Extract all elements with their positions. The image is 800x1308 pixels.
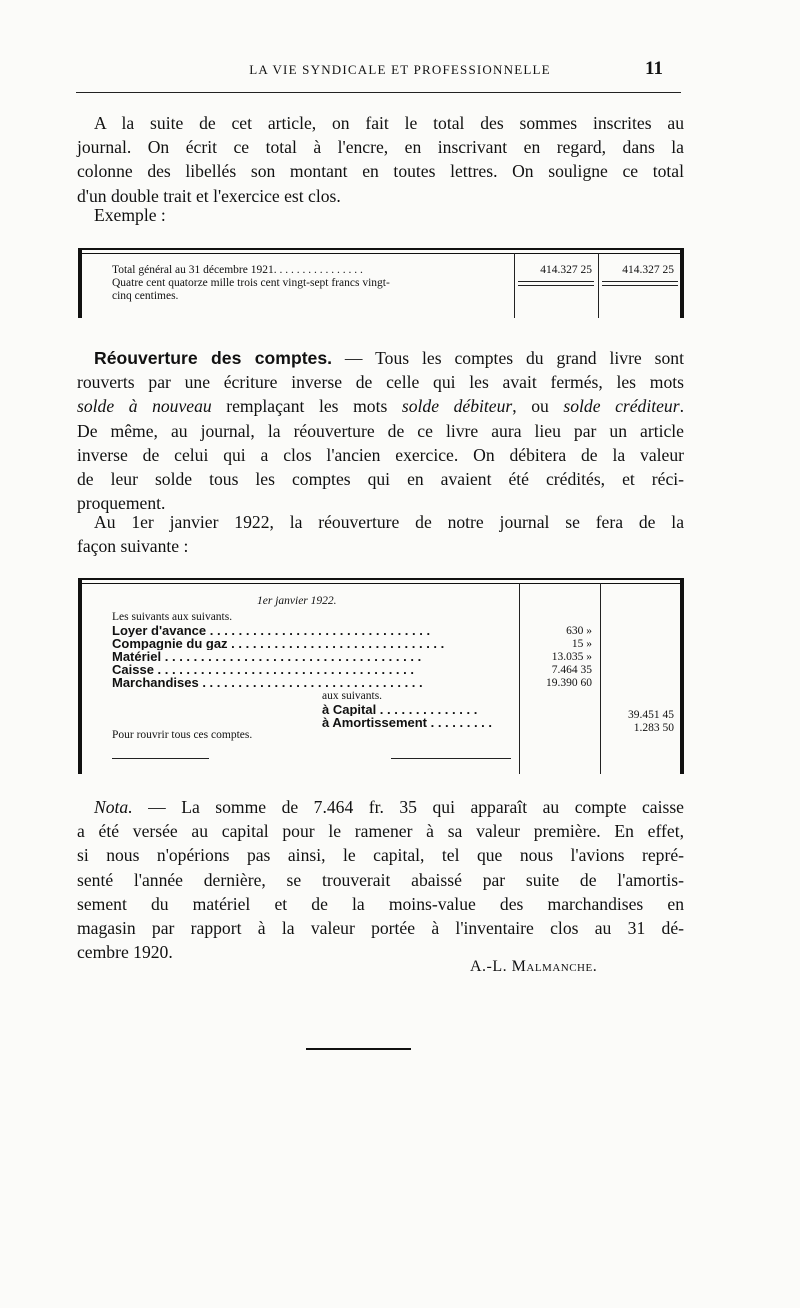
text-line: De même, au journal, la réouverture de ce livre aura lieu par un article	[77, 420, 684, 441]
debit-amount: 13.035 »	[551, 651, 592, 663]
text-line: de leur solde tous les comptes qui en avaient été crédités, et réci-	[77, 469, 684, 490]
total-line: Total général au 31 décembre 1921. . . . . . . . . . . . . . . .	[112, 264, 363, 276]
total-in-words-cont: cinq centimes.	[112, 290, 179, 302]
text-line: Au 1er janvier 1922, la réouverture de notre journal se fera de la	[94, 512, 684, 532]
debit-row-loyer: Loyer d'avance . . . . . . . . . . . . . . . . . . . . . . . . . . . . . . .	[112, 624, 431, 637]
text-line: sement du matériel et de la moins-value des marchandises en	[77, 893, 684, 914]
nota-lead: Nota.	[94, 797, 133, 817]
section-lead: Réouverture des comptes.	[94, 348, 333, 368]
debit-row-gaz: Compagnie du gaz . . . . . . . . . . . . . . . . . . . . . . . . . . . . . .	[112, 637, 445, 650]
paragraph-intro	[77, 111, 684, 208]
debit-amount: 15 »	[571, 638, 592, 650]
debit-amount: 19.390 60	[546, 677, 592, 689]
text-line: si nous n'opérions pas ainsi, le capital, tel que nous l'avions repré-	[77, 845, 684, 866]
paragraph-reopening: Réouverture des comptes. — Tous les comptes du grand livre sont rouverts par une écriture inverse de celle qui les avait fermés, les mots solde à nouveau remplaçant les mots solde débiteur, ou solde créditeur. De même, au journal, la réouverture de ce livre aura lieu par un article inverse de celui qui a clos l'ancien exercice. On débitera de la valeur de leur solde tous les comptes qui en avaient été crédités, et réci- proquement.	[77, 346, 684, 515]
text-line: rouverts par une écriture inverse de celle qui les avait fermés, les mots	[77, 372, 684, 393]
entry-intro: Les suivants aux suivants.	[112, 611, 233, 623]
page-number: 11	[645, 58, 663, 79]
text-line: colonne des libellés son montant en toutes lettres. On souligne ce total	[77, 161, 684, 182]
text-line: inverse de celui qui a clos l'ancien exercice. On débitera de la valeur	[77, 444, 684, 465]
credit-amount: 1.283 50	[633, 722, 674, 734]
text-line: d'un double trait et l'exercice est clos.	[77, 185, 341, 206]
debit-row-marchandises: Marchandises . . . . . . . . . . . . . . . . . . . . . . . . . . . . . . .	[112, 676, 423, 689]
debit-amount: 630 »	[566, 625, 592, 637]
text-line: cembre 1920.	[77, 942, 173, 963]
paragraph-example-intro	[77, 510, 684, 558]
text-line: journal. On écrit ce total à l'encre, en inscrivant en regard, dans la	[77, 137, 684, 158]
credit-row-amortissement: à Amortissement . . . . . . . . .	[322, 716, 493, 729]
text-line: façon suivante :	[77, 536, 189, 557]
entry-footer: Pour rouvrir tous ces comptes.	[112, 729, 253, 741]
text-line: proquement.	[77, 493, 166, 514]
text-line: magasin par rapport à la valeur portée à l'inventaire clos au 31 dé-	[77, 918, 684, 939]
debit-row-caisse: Caisse . . . . . . . . . . . . . . . . . . . . . . . . . . . . . . . . . . . .	[112, 663, 414, 676]
credit-total: 414.327 25	[622, 264, 674, 276]
example-label: Exemple :	[94, 205, 166, 225]
text-line: solde à nouveau remplaçant les mots solde débiteur, ou solde créditeur.	[77, 396, 684, 417]
text-line: A la suite de cet article, on fait le total des sommes inscrites au	[94, 113, 684, 133]
paragraph-nota: Nota. — La somme de 7.464 fr. 35 qui apparaît au compte caisse a été versée au capital pour le ramener à sa valeur première. En effet, si nous n'opérions pas ainsi, le capital, tel que nous l'avions repré- senté l'année dernière, se trouverait abaissé par suite de l'amortis- sement du matériel et de la moins-value des marchandises en magasin par rapport à la valeur portée à l'inventaire clos au 31 dé- cembre 1920.	[77, 795, 684, 964]
closing-total-table	[78, 248, 684, 318]
credit-row-capital: à Capital . . . . . . . . . . . . . .	[322, 703, 478, 716]
debit-row-materiel: Matériel . . . . . . . . . . . . . . . . . . . . . . . . . . . . . . . . . . . .	[112, 650, 422, 663]
author-signature: A.-L. Malmanche.	[470, 958, 598, 975]
end-rule	[306, 1048, 411, 1050]
text-line: a été versée au capital pour le ramener à sa valeur première. En effet,	[77, 821, 684, 842]
debit-total: 414.327 25	[540, 264, 592, 276]
debit-amount: 7.464 35	[551, 664, 592, 676]
aux-suivants: aux suivants.	[322, 690, 383, 702]
text-line: senté l'année dernière, se trouverait abaissé par suite de l'amortis-	[77, 869, 684, 890]
header-rule	[76, 92, 681, 93]
entry-date: 1er janvier 1922.	[257, 595, 337, 607]
total-in-words: Quatre cent quatorze mille trois cent vingt-sept francs vingt-	[112, 277, 390, 289]
reopening-journal-table	[78, 578, 684, 774]
credit-amount: 39.451 45	[628, 709, 674, 721]
running-title: LA VIE SYNDICALE ET PROFESSIONNELLE	[249, 62, 551, 77]
